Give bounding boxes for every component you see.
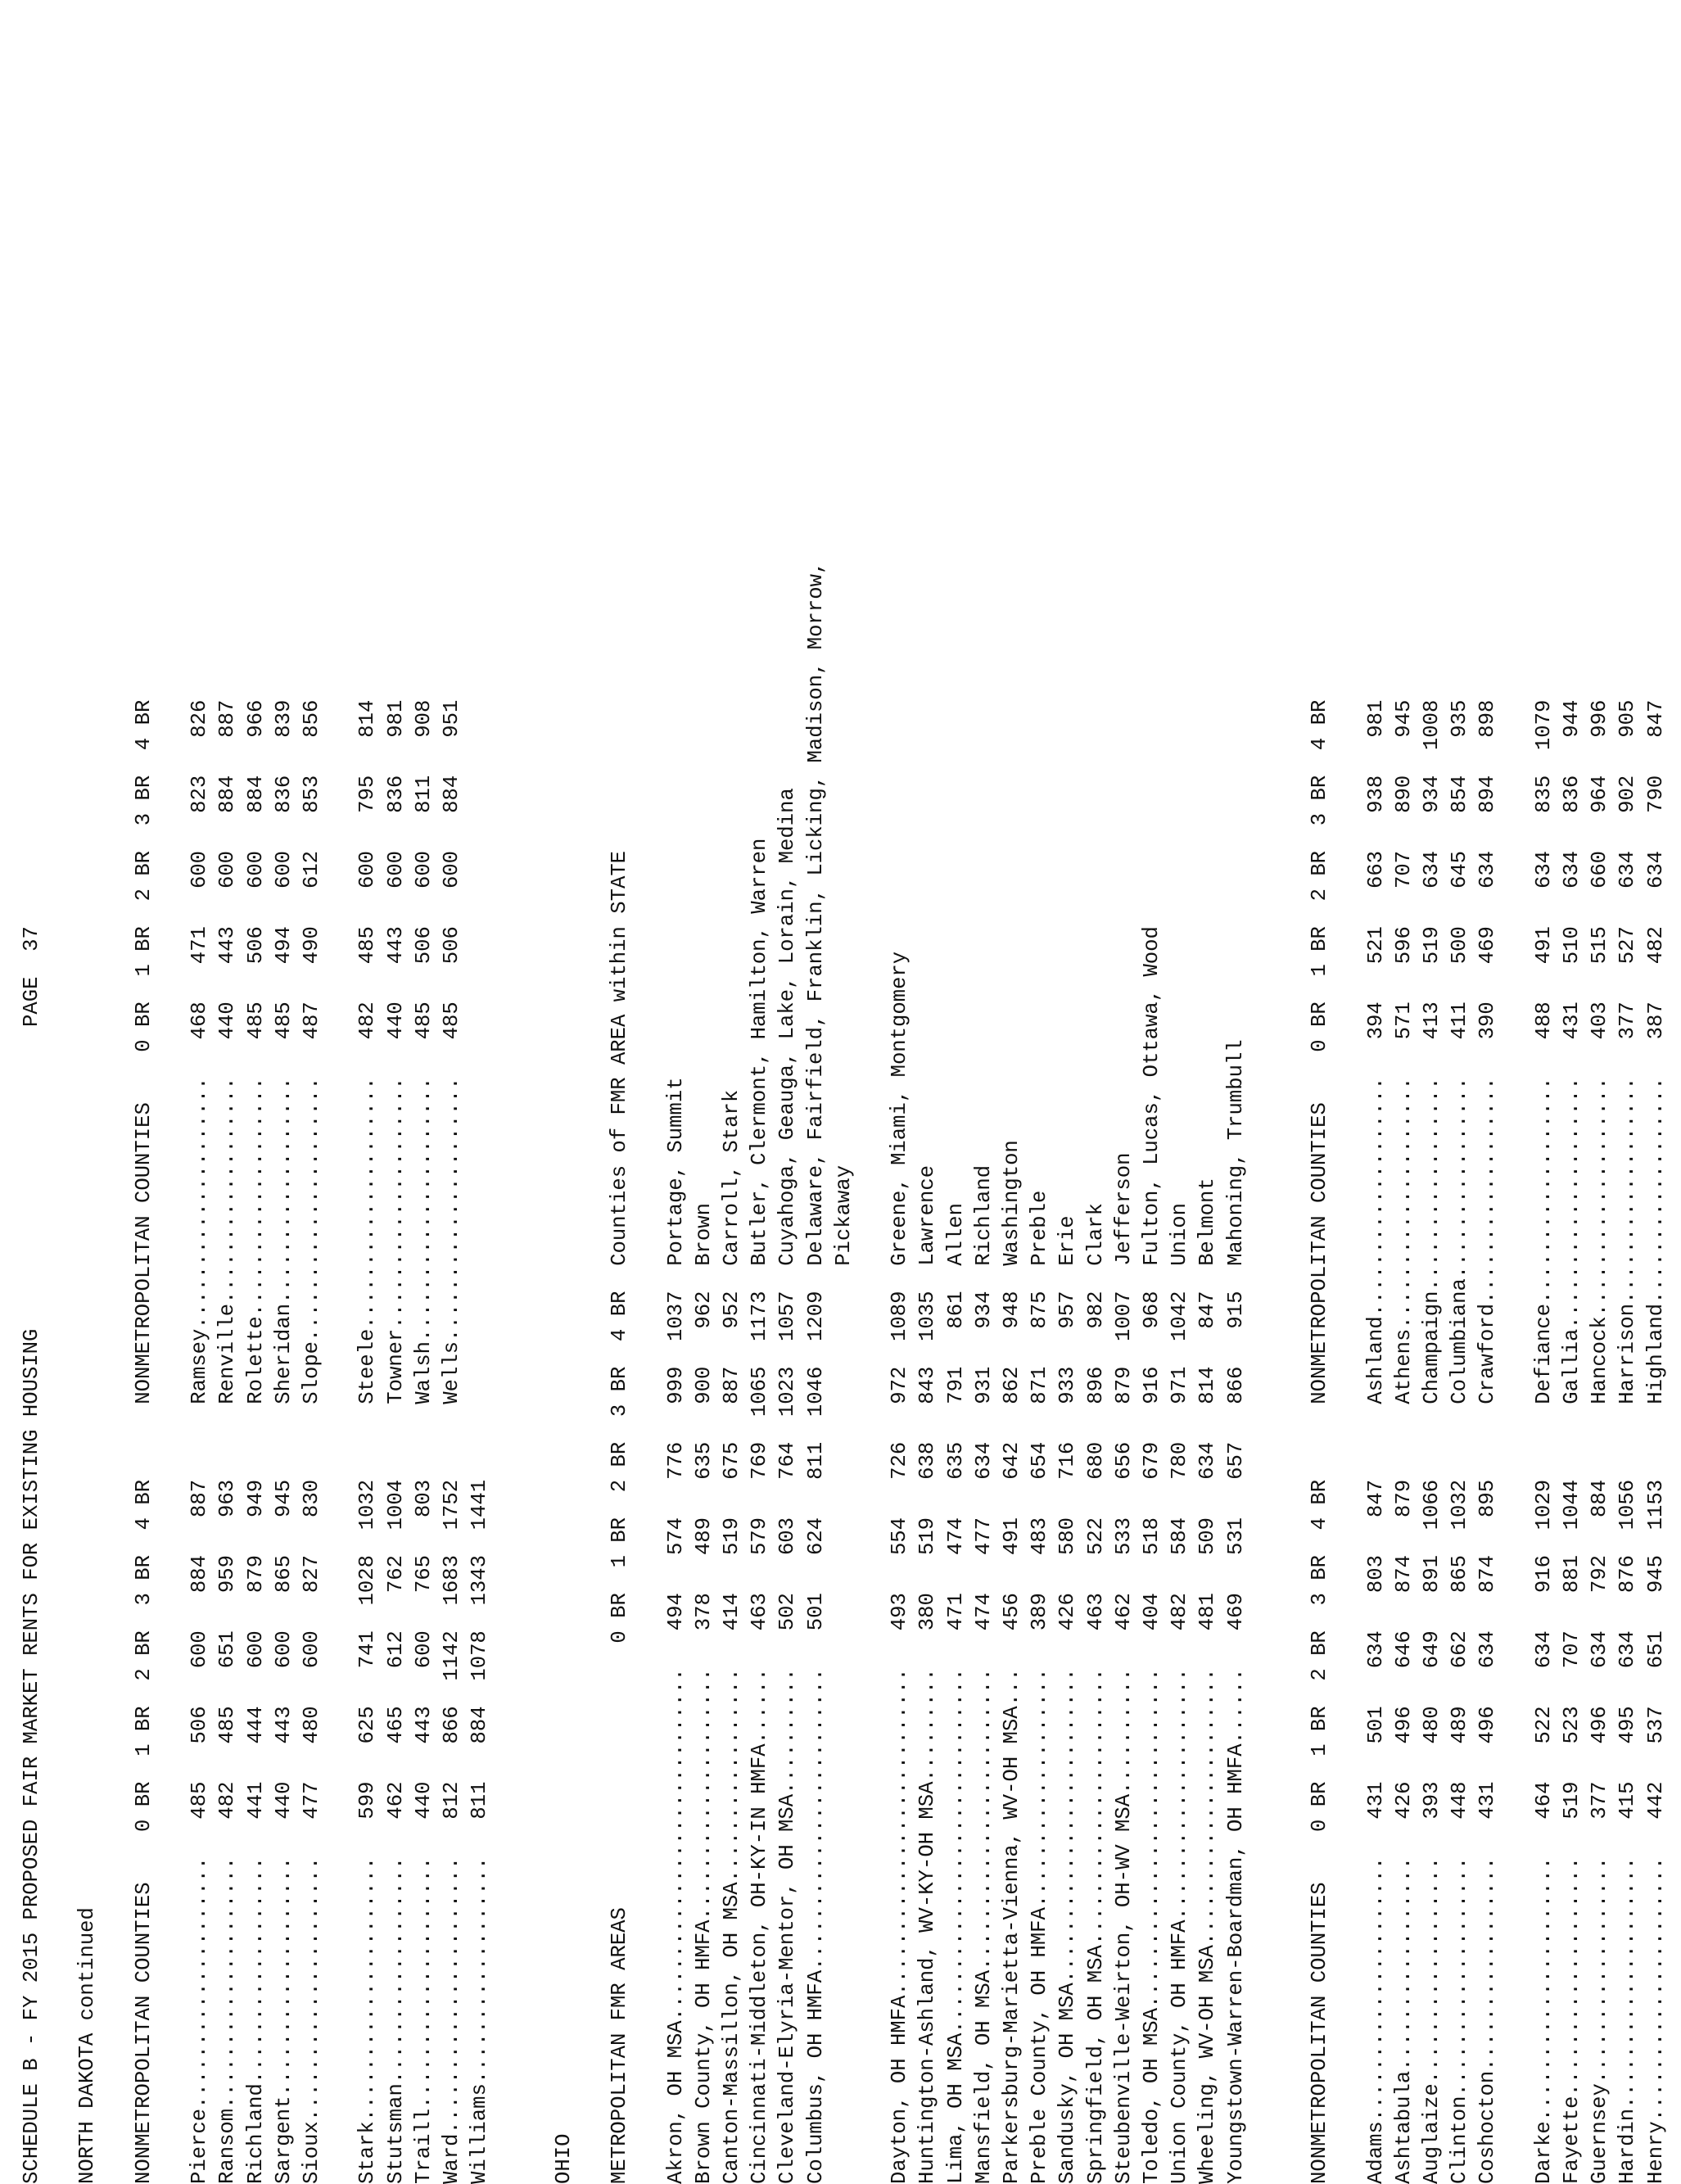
table-row — [1418, 700, 1446, 2184]
fmr-area-name: Wheeling, WV-OH MSA...................... — [1195, 1668, 1220, 2184]
rent-values: 462 533 656 879 1007 — [1111, 1291, 1136, 1669]
county-name: Traill.................... — [411, 1856, 436, 2184]
county-name: Richland.................. — [243, 1856, 268, 2184]
state-line — [74, 1907, 102, 2184]
rent-values: 440 443 600 865 945 — [271, 1479, 296, 1857]
table-row — [1586, 700, 1614, 2184]
county-name: Columbiana................ — [1448, 1077, 1472, 1480]
county-name: Pierce.................... — [188, 1856, 212, 2184]
county-name: Stutsman.................. — [383, 1856, 408, 2184]
fmr-area-name: Canton-Massillon, OH MSA................. — [720, 1668, 743, 2184]
rent-values: 442 537 651 945 1153 — [1643, 1479, 1668, 1857]
rent-values: 482 485 651 959 963 — [215, 1479, 240, 1857]
table-row-continued — [830, 1165, 858, 2184]
table-row — [1110, 1153, 1138, 2184]
rent-values: 468 471 600 823 826 — [188, 699, 212, 1078]
county-name: Steele.................... — [355, 1077, 380, 1480]
rent-values: 440 443 600 836 981 — [383, 699, 408, 1078]
table-row — [802, 562, 830, 2184]
fmr-area-counties: Preble — [1028, 1190, 1052, 1291]
table-row — [354, 700, 382, 2184]
county-name: Ransom.................... — [215, 1856, 240, 2184]
county-name: Wells..................... — [440, 1077, 463, 1480]
rent-values: 485 494 600 836 839 — [271, 699, 296, 1078]
table-row — [886, 952, 914, 2184]
rent-values: 426 496 646 874 879 — [1391, 1479, 1416, 1857]
fmr-area-counties: Carroll, Stark — [720, 1089, 743, 1291]
fmr-area-name: Springfield, OH MSA...................... — [1083, 1668, 1108, 2184]
fmr-area-name: Brown County, OH HMFA.................... — [691, 1668, 716, 2184]
rent-values: 494 574 776 999 1037 — [663, 1291, 688, 1669]
fmr-area-name: Preble County, OH HMFA................... — [1028, 1668, 1052, 2184]
rent-values: 456 491 642 862 948 — [1000, 1291, 1024, 1669]
county-name: Henry..................... — [1643, 1856, 1668, 2184]
fmr-area-name: Cincinnati-Middleton, OH-KY-IN HMFA...... — [748, 1668, 772, 2184]
rent-values: 390 469 634 894 898 — [1475, 699, 1500, 1078]
fmr-area-counties: Union — [1168, 1203, 1192, 1291]
rent-values: 414 519 675 887 952 — [720, 1291, 743, 1669]
rent-values: 501 624 811 1046 1209 — [803, 1291, 828, 1669]
table-row — [1474, 700, 1502, 2184]
county-name: Gallia.................... — [1560, 1077, 1584, 1480]
fmr-area-counties: Mahoning, Trumbull — [1223, 1039, 1248, 1291]
fmr-area-name: Akron, OH MSA............................ — [663, 1668, 688, 2184]
county-name: Darke..................... — [1531, 1856, 1556, 2184]
rent-values: 571 596 707 890 945 — [1391, 699, 1416, 1078]
column-header-br: 0 BR 1 BR 2 BR 3 BR 4 BR — [131, 699, 156, 1078]
fmr-area-counties: Butler, Clermont, Hamilton, Warren — [748, 838, 772, 1291]
county-name — [468, 1404, 491, 1480]
county-name: Towner.................... — [383, 1077, 408, 1480]
table-row — [1026, 1191, 1054, 2184]
table-row — [914, 1165, 942, 2184]
fmr-area-counties: Portage, Summit — [663, 1077, 688, 1291]
county-name: Fayette................... — [1560, 1856, 1584, 2184]
county-name: Hardin.................... — [1615, 1856, 1640, 2184]
county-name: Defiance.................. — [1531, 1077, 1556, 1480]
column-header-br: 0 BR 1 BR 2 BR 3 BR 4 BR — [131, 1479, 156, 1857]
table-row — [718, 1090, 746, 2184]
rent-values: 448 489 662 865 1032 — [1448, 1479, 1472, 1857]
table-row — [1446, 700, 1474, 2184]
rent-values: 487 490 612 853 856 — [300, 699, 323, 1078]
rent-values: 482 485 600 795 814 — [355, 699, 380, 1078]
rent-values: 469 531 657 866 915 — [1223, 1291, 1248, 1669]
fmr-area-counties: Allen — [943, 1203, 968, 1291]
rent-values: 387 482 634 790 847 — [1643, 699, 1668, 1078]
table-row — [466, 1404, 494, 2184]
county-name: Sargent................... — [271, 1856, 296, 2184]
rent-values: 413 519 634 934 1008 — [1420, 699, 1444, 1078]
column-header-br: 0 BR 1 BR 2 BR 3 BR 4 BR — [1308, 1479, 1332, 1857]
county-name: Clinton................... — [1448, 1856, 1472, 2184]
table-row — [746, 839, 774, 2184]
column-header-counties: Counties of FMR AREA within STATE — [608, 850, 632, 1291]
rent-values: 440 443 600 765 803 — [411, 1479, 436, 1857]
county-name: Crawford.................. — [1475, 1077, 1500, 1480]
table-row — [1390, 700, 1418, 2184]
rent-values: 378 489 635 900 962 — [691, 1291, 716, 1669]
page-number: 37 — [20, 926, 43, 952]
table-header — [1306, 700, 1334, 2184]
rent-values: 485 506 600 811 908 — [411, 699, 436, 1078]
table-row — [214, 700, 242, 2184]
table-row — [382, 700, 410, 2184]
fmr-area-name: Mansfield, OH MSA........................ — [971, 1668, 996, 2184]
county-name: Adams..................... — [1363, 1856, 1388, 2184]
rent-values: 481 509 634 814 847 — [1195, 1291, 1220, 1669]
state-heading: NORTH DAKOTA continued — [75, 1907, 100, 2184]
county-name: Champaign................. — [1420, 1077, 1444, 1480]
table-row — [1643, 700, 1670, 2184]
page-title: SCHEDULE B - FY 2015 PROPOSED FAIR MARKET RENTS FOR EXISTING HOUSING — [20, 1328, 43, 2184]
fmr-area-counties: Cuyahoga, Geauga, Lake, Lorain, Medina — [775, 788, 800, 1291]
rent-values: 389 483 654 871 875 — [1028, 1291, 1052, 1669]
county-name: Slope..................... — [300, 1077, 323, 1480]
table-row — [1138, 926, 1166, 2184]
fmr-area-counties: Erie — [1055, 1215, 1080, 1291]
fmr-area-counties: Fulton, Lucas, Ottawa, Wood — [1140, 926, 1164, 1291]
county-name: Stark..................... — [355, 1856, 380, 2184]
table-row — [438, 700, 466, 2184]
fmr-area-name: Lima, OH MSA............................. — [943, 1668, 968, 2184]
table-row — [298, 700, 326, 2184]
rent-values: 477 480 600 827 830 — [300, 1479, 323, 1857]
fmr-area-name: Dayton, OH HMFA.......................... — [888, 1668, 912, 2184]
county-name: Athens.................... — [1391, 1077, 1416, 1480]
rent-values: 812 866 1142 1683 1752 — [440, 1479, 463, 1857]
table-header — [606, 851, 634, 2184]
column-header-left: NONMETROPOLITAN COUNTIES — [1308, 1856, 1332, 2184]
county-name: Ashland................... — [1363, 1077, 1388, 1480]
rent-values: 403 515 660 964 996 — [1588, 699, 1612, 1078]
fmr-area-counties: Jefferson — [1111, 1152, 1136, 1291]
rent-values: 463 579 769 1065 1173 — [748, 1291, 772, 1669]
table-row — [690, 1203, 718, 2184]
rent-values: 394 521 663 938 981 — [1363, 699, 1388, 1078]
fmr-area-counties: Washington — [1000, 1140, 1024, 1291]
fmr-area-name: Columbus, OH HMFA........................ — [803, 1668, 828, 2184]
rent-values: 440 443 600 884 887 — [215, 699, 240, 1078]
rent-values: 811 884 1078 1343 1441 — [468, 1479, 492, 1857]
column-header-left: NONMETROPOLITAN COUNTIES — [131, 1856, 156, 2184]
table-row — [1082, 1203, 1110, 2184]
rent-values: 462 465 612 762 1004 — [383, 1479, 408, 1857]
rent-values: 482 584 780 971 1042 — [1168, 1291, 1192, 1669]
rent-values: 474 477 634 931 934 — [971, 1291, 996, 1669]
rent-values: 431 496 634 874 895 — [1475, 1479, 1500, 1857]
state-line — [550, 2134, 578, 2184]
county-name: Sioux..................... — [300, 1856, 323, 2184]
table-header — [130, 700, 158, 2184]
rent-values: 599 625 741 1028 1032 — [355, 1479, 380, 1857]
county-name: Auglaize.................. — [1420, 1856, 1444, 2184]
table-row — [270, 700, 298, 2184]
rent-values: 464 522 634 916 1029 — [1531, 1479, 1556, 1857]
rent-values: 415 495 634 876 1056 — [1615, 1479, 1640, 1857]
rent-values: 411 500 645 854 935 — [1448, 699, 1472, 1078]
rent-values: 426 580 716 933 957 — [1055, 1291, 1080, 1669]
fmr-area-counties: Greene, Miami, Montgomery — [888, 951, 912, 1291]
fmr-area-name: Huntington-Ashland, WV-KY-OH MSA......... — [915, 1668, 940, 2184]
rent-values: 377 527 634 902 905 — [1615, 699, 1640, 1078]
county-name: Sheridan.................. — [271, 1077, 296, 1480]
fmr-area-name: Union County, OH HMFA.................... — [1168, 1668, 1192, 2184]
rent-values: 471 474 635 791 861 — [943, 1291, 968, 1669]
county-name: Coshocton................. — [1475, 1856, 1500, 2184]
county-name: Renville.................. — [215, 1077, 240, 1480]
county-name: Walsh..................... — [411, 1077, 436, 1480]
county-name: Hancock................... — [1588, 1077, 1612, 1480]
rent-values: 488 491 634 835 1079 — [1531, 699, 1556, 1078]
table-row — [774, 788, 802, 2184]
state-heading: OHIO — [551, 2133, 576, 2184]
fmr-area-counties: Brown — [691, 1203, 716, 1291]
county-name: Harrison.................. — [1615, 1077, 1640, 1480]
table-row — [186, 700, 214, 2184]
column-header-br: 0 BR 1 BR 2 BR 3 BR 4 BR — [608, 1291, 632, 1669]
fmr-area-counties: Pickaway — [831, 1164, 856, 2184]
column-header-br: 0 BR 1 BR 2 BR 3 BR 4 BR — [1308, 699, 1332, 1078]
table-row — [1530, 700, 1558, 2184]
fmr-area-name: Parkersburg-Marietta-Vienna, WV-OH MSA... — [1000, 1668, 1024, 2184]
county-name: Ashtabula................. — [1391, 1856, 1416, 2184]
table-row — [942, 1203, 970, 2184]
rent-values: 463 522 680 896 982 — [1083, 1291, 1108, 1669]
page-label: PAGE — [20, 951, 43, 1329]
county-name: Ward...................... — [440, 1856, 463, 2184]
rent-values: 393 480 649 891 1066 — [1420, 1479, 1444, 1857]
county-name: Highland.................. — [1643, 1077, 1668, 1480]
rent-values: 380 519 638 843 1035 — [915, 1291, 940, 1669]
table-row — [1222, 1039, 1250, 2184]
rent-values: 485 506 600 884 951 — [440, 699, 463, 1078]
table-row — [662, 1077, 690, 2184]
fmr-area-counties: Clark — [1083, 1203, 1108, 1291]
fmr-area-name: Toledo, OH MSA........................... — [1140, 1668, 1164, 2184]
fmr-area-name: Cleveland-Elyria-Mentor, OH MSA.......... — [775, 1668, 800, 2184]
rent-values: 404 518 679 916 968 — [1140, 1291, 1164, 1669]
rent-values: 431 501 634 803 847 — [1363, 1479, 1388, 1857]
table-row — [1614, 700, 1642, 2184]
table-row — [1362, 700, 1390, 2184]
county-name: Rolette................... — [243, 1077, 268, 1480]
table-row — [1194, 1178, 1222, 2184]
fmr-area-name: Steubenville-Weirton, OH-WV MSA.......... — [1111, 1668, 1136, 2184]
rent-values: 441 444 600 879 949 — [243, 1479, 268, 1857]
table-row — [1166, 1203, 1194, 2184]
table-row — [242, 700, 270, 2184]
column-header-metro: METROPOLITAN FMR AREAS — [608, 1668, 632, 2184]
fmr-area-counties: Richland — [971, 1164, 996, 1291]
fmr-area-name: Sandusky, OH MSA......................... — [1055, 1668, 1080, 2184]
table-row — [410, 700, 438, 2184]
column-header-right: NONMETROPOLITAN COUNTIES — [131, 1077, 156, 1480]
page-header — [18, 926, 46, 2184]
column-header-right: NONMETROPOLITAN COUNTIES — [1308, 1077, 1332, 1480]
rent-values: 485 506 600 884 887 — [188, 1479, 212, 1857]
county-name: Ramsey.................... — [188, 1077, 212, 1480]
county-name: Guernsey.................. — [1588, 1856, 1612, 2184]
fmr-area-counties: Belmont — [1195, 1178, 1220, 1291]
fmr-area-counties: Delaware, Fairfield, Franklin, Licking, Madison, Morrow, — [803, 561, 828, 1291]
table-row — [970, 1165, 998, 2184]
rent-values: 519 523 707 881 1044 — [1560, 1479, 1584, 1857]
table-row — [1558, 700, 1586, 2184]
rent-values: 502 603 764 1023 1057 — [775, 1291, 800, 1669]
rent-values: 431 510 634 836 944 — [1560, 699, 1584, 1078]
rent-values: 377 496 634 792 884 — [1588, 1479, 1612, 1857]
fmr-area-name: Youngstown-Warren-Boardman, OH HMFA...... — [1223, 1668, 1248, 2184]
rent-values: 485 506 600 884 966 — [243, 699, 268, 1078]
county-name: Williams.................. — [468, 1856, 492, 2184]
table-row — [1054, 1215, 1082, 2184]
rent-values: 493 554 726 972 1089 — [888, 1291, 912, 1669]
fmr-area-counties: Lawrence — [915, 1164, 940, 1291]
table-row — [998, 1140, 1026, 2184]
